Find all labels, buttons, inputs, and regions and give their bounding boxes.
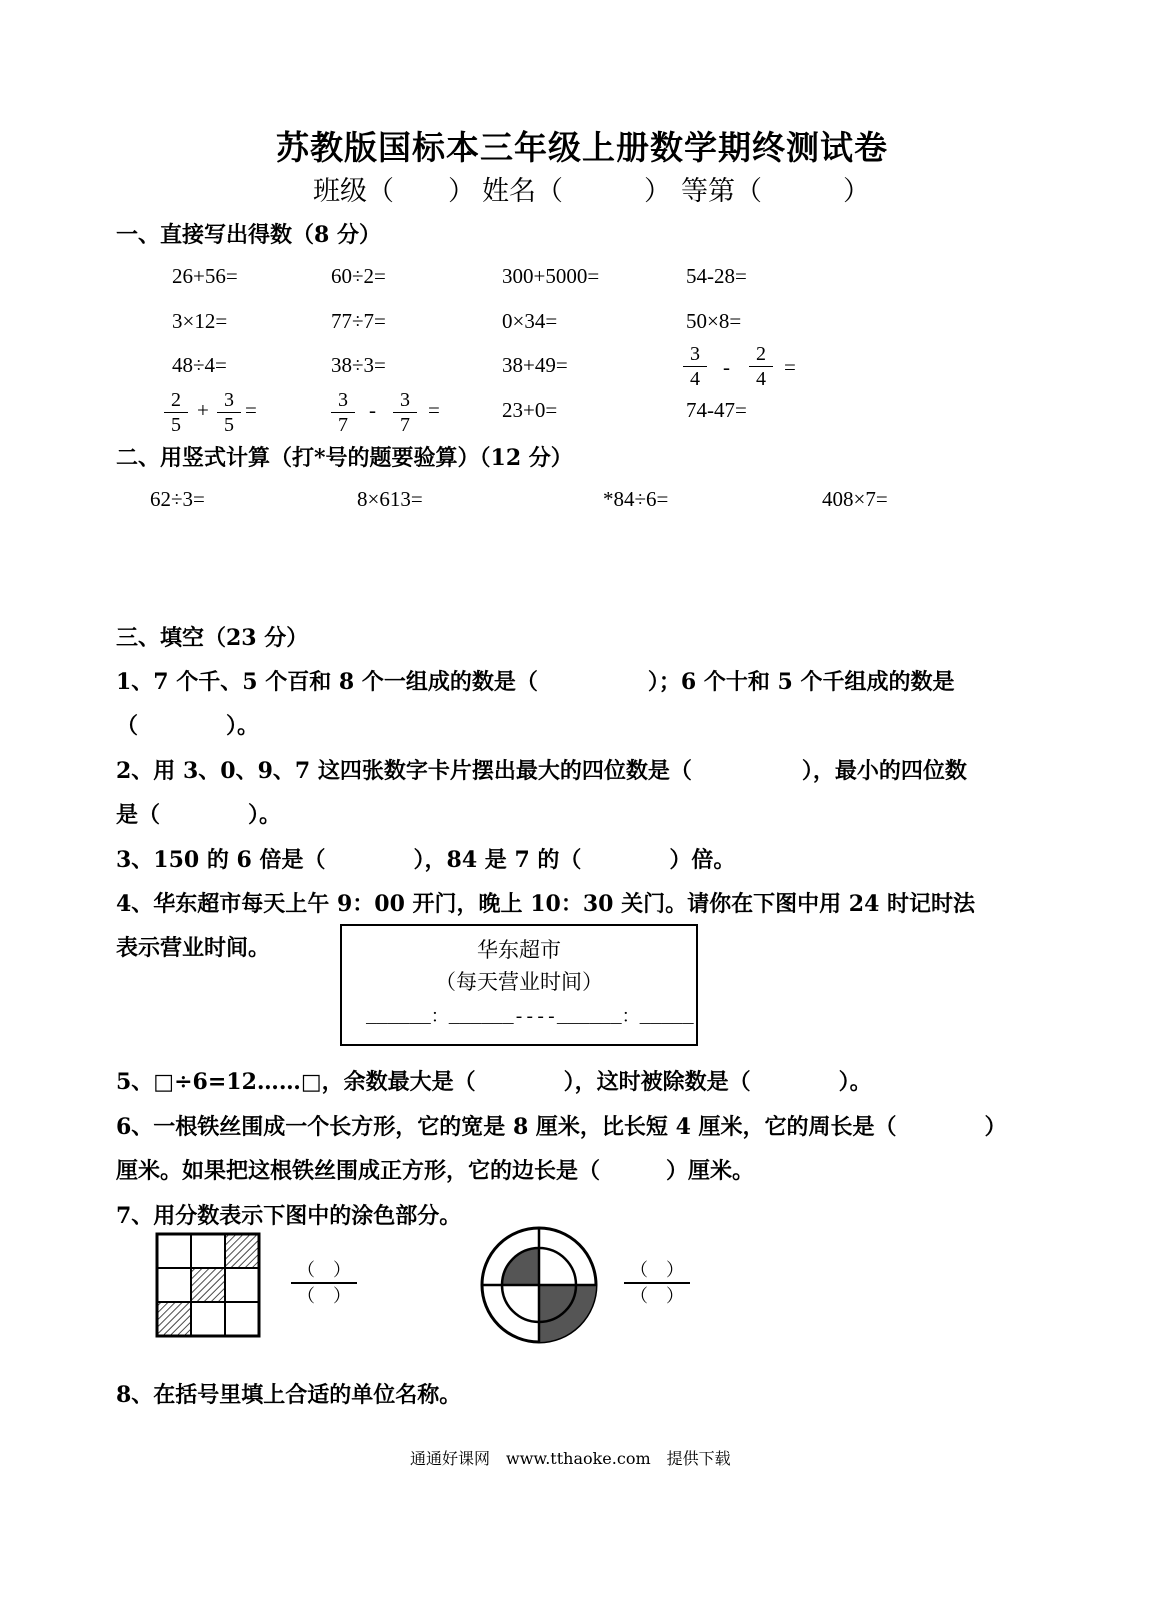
calc-item: 3×12=: [172, 309, 228, 333]
equals-sign: =: [428, 398, 440, 422]
calc-item: 60÷2=: [331, 264, 386, 288]
question-7: 7、用分数表示下图中的涂色部分。: [116, 1203, 462, 1229]
footer-credit: 通通好课网 www.tthaoke.com 提供下载: [410, 1449, 731, 1468]
vertical-calc-item: 62÷3=: [150, 487, 205, 511]
section2-heading: 二、用竖式计算（打*号的题要验算）（12 分）: [116, 445, 573, 471]
fraction: 2 4: [749, 343, 773, 390]
calc-item: 48÷4=: [172, 353, 227, 377]
name-field: 姓名（ ）: [482, 176, 671, 207]
fraction-blank-top: （ ）: [297, 1260, 351, 1280]
question-2-line1: 2、用 3、0、9、7 这四张数字卡片摆出最大的四位数是（ ），最小的四位数: [116, 758, 967, 784]
fraction-operator: -: [369, 398, 376, 422]
question-1-line2: （ ）。: [116, 713, 260, 739]
question-5: 5、□÷6=12……□，余数最大是（ ），这时被除数是（ ）。: [116, 1069, 872, 1095]
calc-item: 23+0=: [502, 398, 558, 422]
calc-item: 300+5000=: [502, 264, 600, 288]
fraction-operator: -: [723, 355, 730, 379]
calc-item: 77÷7=: [331, 309, 386, 333]
class-field: 班级（ ）: [313, 176, 475, 207]
section3-heading: 三、填空（23 分）: [116, 625, 309, 651]
fraction: 3 7: [331, 389, 355, 436]
fraction-operator: +: [197, 398, 209, 422]
fraction: 3 5: [217, 389, 241, 436]
equals-sign: =: [784, 355, 796, 379]
grade-field: 等第（ ）: [681, 176, 870, 207]
equals-sign: =: [245, 398, 257, 422]
question-4-line1: 4、华东超市每天上午 9：00 开门，晚上 10：30 关门。请你在下图中用 24 时记时法: [116, 891, 976, 917]
question-3: 3、150 的 6 倍是（ ），84 是 7 的（ ）倍。: [116, 847, 736, 873]
question-8: 8、在括号里填上合适的单位名称。: [116, 1382, 462, 1408]
section1-heading: 一、直接写出得数（8 分）: [116, 222, 381, 248]
calc-item: 0×34=: [502, 309, 558, 333]
calc-item: 38÷3=: [331, 353, 386, 377]
question-4-line2: 表示营业时间。: [116, 935, 271, 961]
question-1-line1: 1、7 个千、5 个百和 8 个一组成的数是（ ）；6 个十和 5 个千组成的数是: [116, 669, 955, 695]
circle-figure: [478, 1224, 600, 1346]
question-6-line1: 6、一根铁丝围成一个长方形，它的宽是 8 厘米，比长短 4 厘米，它的周长是（ ）: [116, 1114, 1007, 1140]
fraction-blank: [624, 1258, 690, 1308]
fraction: 3 7: [393, 389, 417, 436]
store-name: 华东超市: [477, 939, 561, 962]
page-title: 苏教版国标本三年级上册数学期终测试卷: [276, 128, 888, 167]
vertical-calc-item: 8×613=: [357, 487, 423, 511]
vertical-calc-item: *84÷6=: [603, 487, 669, 511]
fraction-blank-bottom: （ ）: [297, 1286, 351, 1306]
fraction-blank: [291, 1258, 357, 1308]
fraction: 3 4: [683, 343, 707, 390]
fraction: 2 5: [164, 389, 188, 436]
store-hours-blanks: ______：______----______：_____: [366, 1008, 694, 1028]
calc-item: 54-28=: [686, 264, 747, 288]
grid-figure: [154, 1231, 264, 1341]
calc-item: 74-47=: [686, 398, 747, 422]
store-hours-box: [340, 924, 698, 1046]
question-6-line2: 厘米。如果把这根铁丝围成正方形，它的边长是（ ）厘米。: [116, 1158, 755, 1184]
calc-item: 38+49=: [502, 353, 568, 377]
calc-item: 26+56=: [172, 264, 238, 288]
calc-item: 50×8=: [686, 309, 742, 333]
question-2-line2: 是（ ）。: [116, 802, 282, 828]
fraction-blank-bottom: （ ）: [630, 1286, 684, 1306]
vertical-calc-item: 408×7=: [822, 487, 888, 511]
store-hours-label: （每天营业时间）: [435, 971, 603, 994]
fraction-blank-top: （ ）: [630, 1260, 684, 1280]
